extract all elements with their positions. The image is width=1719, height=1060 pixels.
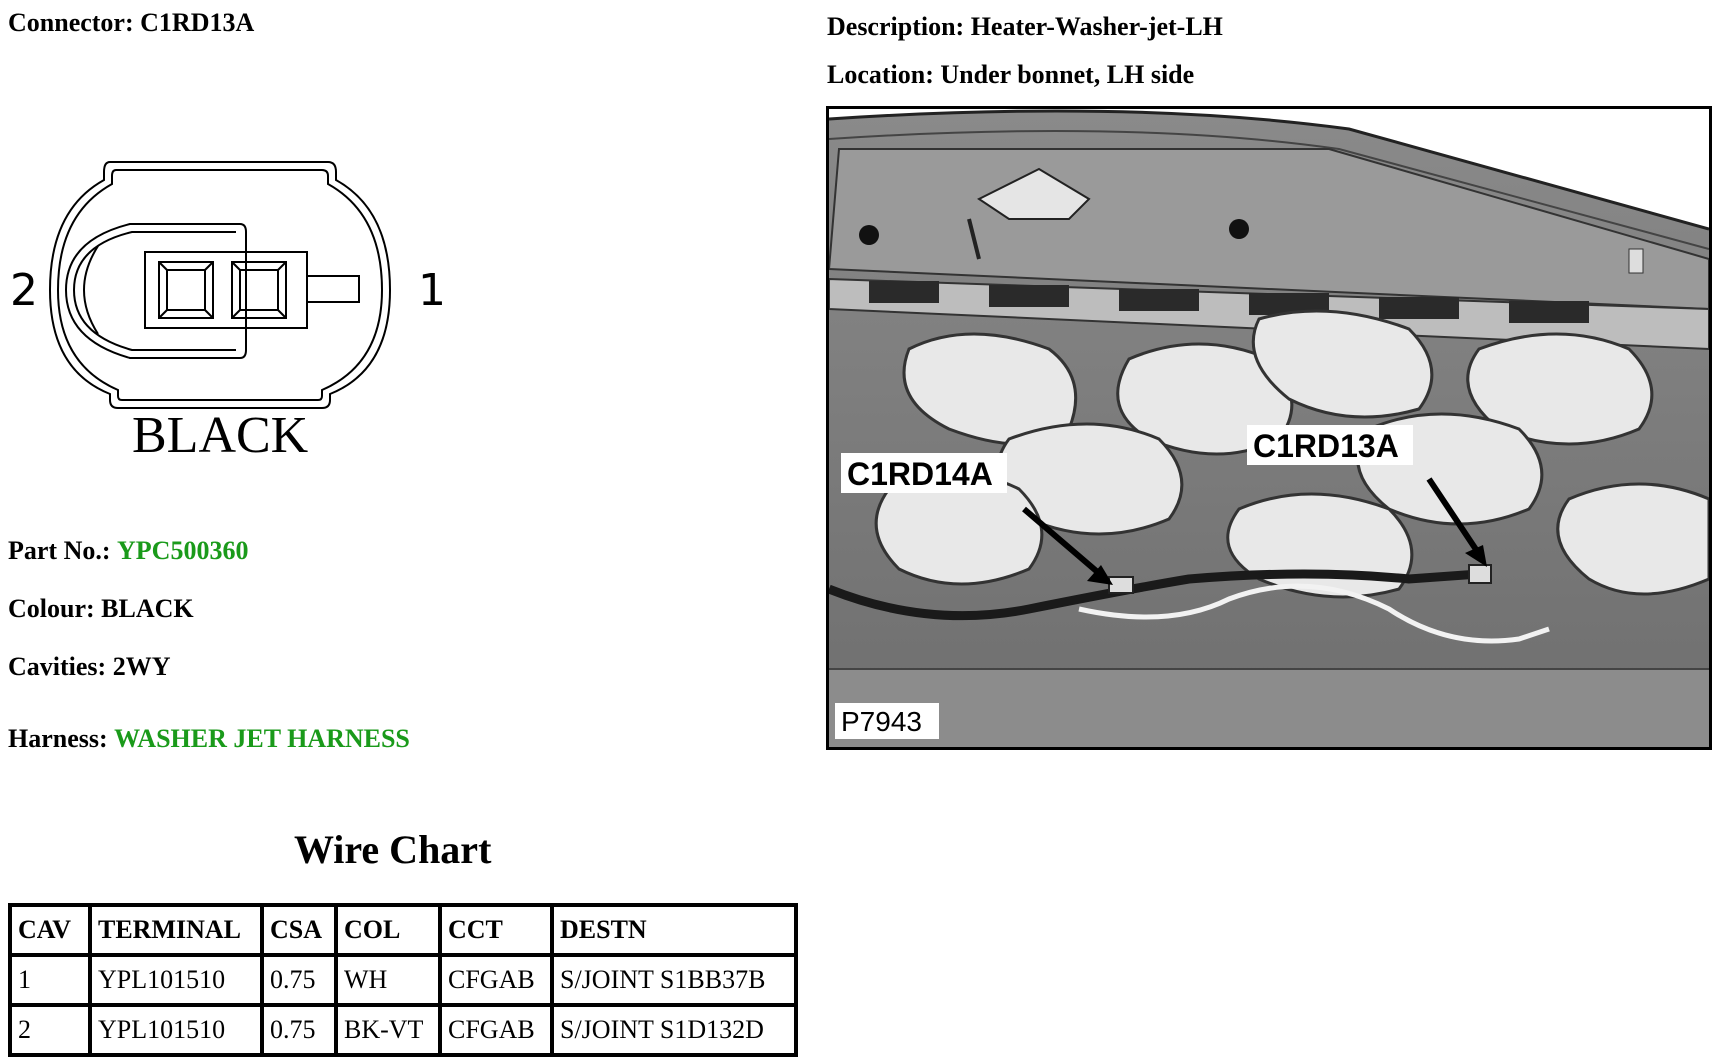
cell-col: WH: [336, 955, 440, 1005]
cavities-line: [8, 652, 170, 682]
description-label: Description:: [827, 12, 965, 41]
location-photo: [826, 106, 1712, 750]
cell-destn: S/JOINT S1BB37B: [552, 955, 796, 1005]
callout-c1rd14a: C1RD14A: [847, 456, 993, 492]
cell-destn: S/JOINT S1D132D: [552, 1005, 796, 1055]
wire-chart-title: Wire Chart: [294, 827, 492, 872]
table-row: [10, 955, 796, 1005]
header-cav: CAV: [10, 905, 90, 955]
header-cct: CCT: [440, 905, 552, 955]
header-col: COL: [336, 905, 440, 955]
image-reference: P7943: [841, 706, 922, 737]
cell-cav: 1: [10, 955, 90, 1005]
colour-label: Colour:: [8, 594, 95, 623]
location-value: Under bonnet, LH side: [940, 60, 1195, 89]
header-csa: CSA: [262, 905, 336, 955]
cell-terminal: YPL101510: [90, 1005, 262, 1055]
part-no-link[interactable]: YPC500360: [117, 536, 249, 565]
callout-c1rd13a: C1RD13A: [1253, 428, 1399, 464]
location-label: Location:: [827, 60, 934, 89]
cell-csa: 0.75: [262, 1005, 336, 1055]
connector-line: [8, 8, 254, 38]
table-row: [10, 1005, 796, 1055]
cell-csa: 0.75: [262, 955, 336, 1005]
part-no-line: [8, 536, 248, 566]
pin-2-label: 2: [10, 265, 38, 316]
part-no-label: Part No.:: [8, 536, 111, 565]
table-header-row: [10, 905, 796, 955]
connector-label: Connector:: [8, 8, 134, 37]
cell-col: BK-VT: [336, 1005, 440, 1055]
colour-line: [8, 594, 194, 624]
connector-value: C1RD13A: [140, 8, 255, 37]
description-line: [827, 12, 1223, 42]
description-value: Heater-Washer-jet-LH: [970, 12, 1223, 41]
location-line: [827, 60, 1194, 90]
pin-1-label: 1: [418, 265, 446, 316]
cell-terminal: YPL101510: [90, 955, 262, 1005]
cell-cct: CFGAB: [440, 955, 552, 1005]
diagram-colour-label: BLACK: [132, 407, 309, 464]
header-destn: DESTN: [552, 905, 796, 955]
harness-label: Harness:: [8, 724, 108, 753]
cell-cct: CFGAB: [440, 1005, 552, 1055]
harness-line: [8, 724, 410, 754]
bonnet-underside-illustration: [829, 109, 1709, 747]
connector-face-diagram: [0, 150, 460, 470]
cavities-label: Cavities:: [8, 652, 107, 681]
header-terminal: TERMINAL: [90, 905, 262, 955]
wire-chart-table: [8, 903, 798, 1057]
harness-link[interactable]: WASHER JET HARNESS: [114, 724, 410, 753]
cell-cav: 2: [10, 1005, 90, 1055]
cavities-value: 2WY: [112, 652, 171, 681]
colour-value: BLACK: [101, 594, 194, 623]
